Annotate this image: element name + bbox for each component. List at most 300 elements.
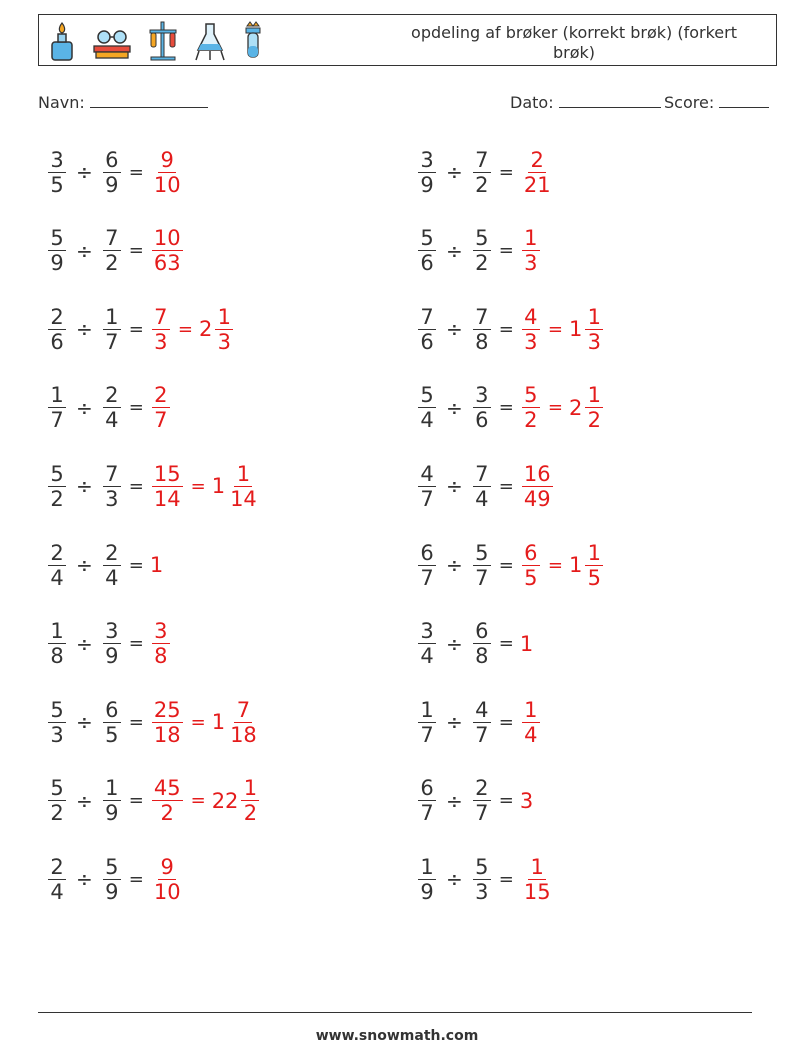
numerator: 1	[585, 305, 603, 330]
divide-sign: ÷	[446, 317, 463, 342]
answer-fraction	[152, 619, 170, 668]
numerator: 5	[48, 698, 66, 723]
equals-sign: =	[498, 397, 514, 419]
numerator: 1	[48, 619, 66, 644]
divide-sign: ÷	[76, 317, 93, 342]
denominator: 2	[524, 408, 538, 433]
divide-sign: ÷	[446, 395, 463, 420]
answer	[150, 462, 261, 511]
denominator: 7	[475, 722, 489, 747]
denominator: 4	[524, 722, 538, 747]
divisor-fraction	[473, 855, 491, 904]
test-tubes-icon	[147, 20, 179, 62]
divisor-fraction	[473, 383, 491, 432]
denominator: 3	[475, 879, 489, 904]
divisor-fraction	[103, 226, 121, 275]
dividend-fraction	[48, 776, 66, 825]
numerator: 4	[418, 462, 436, 487]
answer	[520, 383, 605, 432]
denominator: 18	[153, 722, 181, 747]
numerator: 1	[103, 305, 121, 330]
answer-fraction	[152, 148, 183, 197]
numerator: 6	[103, 148, 121, 173]
numerator: 2	[528, 148, 546, 173]
denominator: 15	[523, 879, 551, 904]
denominator: 7	[154, 408, 168, 433]
denominator: 6	[475, 408, 489, 433]
numerator: 5	[48, 226, 66, 251]
denominator: 3	[50, 722, 64, 747]
answer-fraction	[522, 698, 540, 747]
numerator: 2	[103, 541, 121, 566]
problem-19	[46, 849, 185, 909]
icon-strip	[47, 19, 265, 63]
numerator: 1	[528, 855, 546, 880]
problem-1	[46, 142, 185, 202]
numerator: 2	[473, 776, 491, 801]
date-label: Dato:	[510, 93, 554, 112]
numerator: 5	[418, 226, 436, 251]
date-blank[interactable]	[559, 93, 661, 108]
equals-sign: =	[547, 318, 563, 340]
denominator: 9	[105, 879, 119, 904]
mixed-fraction	[585, 305, 603, 354]
problem-3	[46, 221, 185, 281]
denominator: 10	[153, 879, 181, 904]
answer-fraction	[522, 305, 540, 354]
divisor-fraction	[473, 541, 491, 590]
denominator: 2	[160, 801, 174, 826]
equals-sign: =	[128, 554, 144, 576]
problem-14	[416, 614, 534, 674]
equals-sign: =	[547, 397, 563, 419]
numerator: 2	[48, 855, 66, 880]
divide-sign: ÷	[76, 160, 93, 184]
answer	[150, 698, 261, 747]
denominator: 7	[420, 801, 434, 826]
equals-sign: =	[498, 161, 514, 183]
denominator: 7	[475, 801, 489, 826]
denominator: 2	[50, 486, 64, 511]
denominator: 7	[420, 722, 434, 747]
numerator: 5	[473, 855, 491, 880]
numerator: 9	[158, 855, 176, 880]
numerator: 2	[48, 305, 66, 330]
divide-sign: ÷	[446, 160, 463, 184]
divide-sign: ÷	[76, 238, 93, 263]
divisor-fraction	[473, 148, 491, 197]
numerator: 1	[234, 462, 252, 487]
denominator: 2	[105, 251, 119, 276]
divisor-fraction	[103, 619, 121, 668]
numerator: 7	[473, 305, 491, 330]
numerator: 1	[522, 226, 540, 251]
answer	[520, 305, 605, 354]
dividend-fraction	[48, 305, 66, 354]
numerator: 6	[418, 541, 436, 566]
divide-sign: ÷	[446, 788, 463, 813]
equals-sign: =	[190, 475, 206, 497]
problem-13	[46, 614, 172, 674]
dividend-fraction	[418, 462, 436, 511]
denominator: 3	[217, 329, 232, 354]
mixed-whole: 1	[568, 317, 583, 342]
answer-fraction	[152, 855, 183, 904]
vial-icon	[241, 20, 265, 62]
denominator: 4	[420, 644, 434, 669]
divisor-fraction	[473, 462, 491, 511]
dividend-fraction	[418, 148, 436, 197]
problem-6	[416, 299, 605, 359]
equals-sign: =	[498, 318, 514, 340]
numerator: 6	[103, 698, 121, 723]
denominator: 7	[420, 486, 434, 511]
numerator: 5	[473, 226, 491, 251]
denominator: 5	[587, 565, 602, 590]
equals-sign: =	[128, 240, 144, 262]
name-label: Navn:	[38, 93, 85, 112]
numerator: 1	[418, 855, 436, 880]
denominator: 6	[420, 251, 434, 276]
numerator: 4	[522, 305, 540, 330]
numerator: 3	[418, 148, 436, 173]
divide-sign: ÷	[76, 631, 93, 656]
denominator: 5	[50, 172, 64, 197]
denominator: 4	[50, 879, 64, 904]
divide-sign: ÷	[446, 238, 463, 263]
dividend-fraction	[418, 226, 436, 275]
problem-20	[416, 849, 555, 909]
numerator: 5	[48, 776, 66, 801]
answer-fraction	[152, 305, 170, 354]
mixed-whole: 1	[211, 474, 226, 499]
mixed-whole: 2	[198, 317, 213, 342]
denominator: 8	[475, 644, 489, 669]
equals-sign: =	[190, 711, 206, 733]
dividend-fraction	[48, 541, 66, 590]
answer-whole: 3	[519, 788, 534, 813]
numerator: 25	[153, 697, 181, 722]
problem-15	[46, 692, 261, 752]
numerator: 10	[153, 226, 181, 251]
denominator: 8	[154, 644, 168, 669]
equals-sign: =	[128, 711, 144, 733]
denominator: 2	[475, 172, 489, 197]
denominator: 3	[154, 329, 168, 354]
numerator: 3	[473, 383, 491, 408]
numerator: 1	[215, 305, 233, 330]
mixed-whole: 1	[568, 553, 583, 577]
equals-sign: =	[128, 868, 144, 890]
equals-sign: =	[128, 397, 144, 419]
numerator: 6	[473, 619, 491, 644]
divisor-fraction	[103, 776, 121, 825]
numerator: 6	[522, 541, 540, 566]
equals-sign: =	[498, 790, 514, 812]
answer	[520, 462, 555, 511]
worksheet-title: opdeling af brøker (korrekt brøk) (forkert brøk)	[411, 23, 737, 62]
answer	[150, 619, 172, 668]
answer	[520, 855, 555, 904]
numerator: 3	[418, 619, 436, 644]
divide-sign: ÷	[446, 553, 463, 577]
divide-sign: ÷	[76, 395, 93, 420]
equals-sign: =	[128, 790, 144, 812]
numerator: 1	[48, 383, 66, 408]
numerator: 7	[103, 462, 121, 487]
numerator: 5	[418, 383, 436, 408]
answer-fraction	[152, 383, 170, 432]
score-label: Score:	[664, 93, 715, 112]
answer	[150, 226, 185, 275]
denominator: 2	[587, 408, 602, 433]
divisor-fraction	[103, 855, 121, 904]
denominator: 8	[50, 644, 64, 669]
numerator: 9	[158, 148, 176, 173]
numerator: 3	[103, 619, 121, 644]
mixed-fraction	[241, 776, 259, 825]
denominator: 3	[105, 486, 119, 511]
numerator: 1	[241, 776, 259, 801]
denominator: 9	[105, 644, 119, 669]
score-blank[interactable]	[719, 93, 769, 108]
divisor-fraction	[473, 226, 491, 275]
equals-sign: =	[128, 318, 144, 340]
denominator: 63	[153, 251, 181, 276]
dividend-fraction	[48, 148, 66, 197]
problem-12	[416, 535, 605, 595]
dividend-fraction	[48, 383, 66, 432]
numerator: 2	[103, 383, 121, 408]
numerator: 1	[522, 698, 540, 723]
answer-fraction	[522, 462, 553, 511]
equals-sign: =	[547, 554, 563, 576]
dividend-fraction	[48, 462, 66, 511]
mixed-fraction	[228, 698, 259, 747]
answer-whole: 1	[519, 631, 534, 656]
footer-url: www.snowmath.com	[315, 1028, 479, 1044]
equals-sign: =	[498, 711, 514, 733]
problem-9	[46, 456, 261, 516]
name-blank[interactable]	[90, 93, 208, 108]
answer	[150, 776, 262, 825]
equals-sign: =	[498, 475, 514, 497]
answer-fraction	[152, 776, 183, 825]
numerator: 7	[473, 148, 491, 173]
denominator: 4	[50, 565, 64, 590]
divisor-fraction	[103, 462, 121, 511]
denominator: 9	[105, 172, 119, 197]
answer	[520, 698, 542, 747]
answer	[520, 632, 534, 656]
answer	[520, 226, 542, 275]
numerator: 7	[234, 698, 252, 723]
numerator: 2	[48, 541, 66, 566]
dividend-fraction	[418, 619, 436, 668]
dividend-fraction	[418, 305, 436, 354]
equals-sign: =	[128, 161, 144, 183]
goggles-books-icon	[91, 20, 133, 62]
numerator: 5	[522, 383, 540, 408]
divisor-fraction	[103, 305, 121, 354]
equals-sign: =	[498, 240, 514, 262]
answer	[150, 383, 172, 432]
denominator: 21	[523, 172, 551, 197]
numerator: 16	[523, 461, 551, 486]
numerator: 45	[153, 776, 181, 801]
mixed-whole: 1	[211, 710, 226, 735]
denominator: 14	[153, 486, 181, 511]
divide-sign: ÷	[76, 474, 93, 499]
divide-sign: ÷	[76, 710, 93, 735]
dividend-fraction	[418, 383, 436, 432]
denominator: 5	[105, 722, 119, 747]
answer-fraction	[522, 855, 553, 904]
numerator: 3	[48, 148, 66, 173]
numerator: 7	[473, 462, 491, 487]
denominator: 7	[475, 565, 489, 590]
equals-sign: =	[498, 868, 514, 890]
denominator: 3	[524, 251, 538, 276]
divide-sign: ÷	[446, 710, 463, 735]
name-field	[38, 93, 208, 112]
denominator: 18	[230, 722, 257, 747]
equals-sign: =	[177, 318, 193, 340]
equals-sign: =	[498, 633, 514, 655]
problem-5	[46, 299, 235, 359]
denominator: 4	[475, 486, 489, 511]
divisor-fraction	[103, 383, 121, 432]
answer	[520, 789, 534, 813]
divisor-fraction	[103, 148, 121, 197]
divide-sign: ÷	[446, 474, 463, 499]
answer-fraction	[522, 226, 540, 275]
numerator: 3	[152, 619, 170, 644]
divisor-fraction	[473, 776, 491, 825]
footer-divider	[38, 1012, 752, 1013]
answer	[520, 541, 605, 590]
answer-fraction	[522, 148, 553, 197]
numerator: 5	[48, 462, 66, 487]
divisor-fraction	[473, 698, 491, 747]
dividend-fraction	[48, 855, 66, 904]
answer	[150, 148, 185, 197]
mixed-fraction	[215, 305, 233, 354]
denominator: 9	[420, 172, 434, 197]
mixed-fraction	[585, 383, 603, 432]
divide-sign: ÷	[446, 867, 463, 892]
problem-16	[416, 692, 542, 752]
answer-fraction	[152, 226, 183, 275]
divisor-fraction	[473, 619, 491, 668]
divisor-fraction	[103, 698, 121, 747]
numerator: 2	[152, 383, 170, 408]
denominator: 2	[243, 801, 258, 826]
problem-18	[416, 771, 534, 831]
denominator: 5	[524, 565, 538, 590]
mixed-fraction	[228, 462, 259, 511]
dividend-fraction	[48, 619, 66, 668]
answer-fraction	[152, 698, 183, 747]
score-field	[664, 93, 769, 112]
denominator: 14	[230, 486, 257, 511]
problem-7	[46, 378, 172, 438]
denominator: 3	[587, 329, 602, 354]
denominator: 7	[50, 408, 64, 433]
denominator: 7	[105, 329, 119, 354]
dividend-fraction	[418, 776, 436, 825]
mixed-fraction	[585, 541, 603, 590]
mixed-whole: 22	[211, 788, 239, 813]
equals-sign: =	[190, 790, 206, 812]
denominator: 4	[105, 565, 119, 590]
bunsen-burner-icon	[47, 20, 77, 62]
denominator: 10	[153, 172, 181, 197]
divide-sign: ÷	[76, 867, 93, 892]
divide-sign: ÷	[76, 553, 93, 577]
numerator: 7	[103, 226, 121, 251]
denominator: 6	[50, 329, 64, 354]
problem-2	[416, 142, 555, 202]
dividend-fraction	[48, 698, 66, 747]
dividend-fraction	[418, 698, 436, 747]
flask-stand-icon	[193, 20, 227, 62]
denominator: 2	[475, 251, 489, 276]
divisor-fraction	[103, 541, 121, 590]
dividend-fraction	[418, 855, 436, 904]
date-field	[510, 93, 661, 112]
answer-fraction	[522, 383, 540, 432]
numerator: 6	[418, 776, 436, 801]
answer-fraction	[522, 541, 540, 590]
numerator: 15	[153, 461, 181, 486]
answer-whole: 1	[149, 553, 164, 577]
problem-10	[416, 456, 555, 516]
denominator: 9	[50, 251, 64, 276]
divisor-fraction	[473, 305, 491, 354]
numerator: 1	[585, 383, 603, 408]
numerator: 1	[585, 541, 603, 566]
header-box	[38, 14, 777, 66]
numerator: 5	[473, 541, 491, 566]
problem-8	[416, 378, 605, 438]
denominator: 4	[420, 408, 434, 433]
denominator: 4	[105, 408, 119, 433]
denominator: 9	[105, 801, 119, 826]
answer	[150, 855, 185, 904]
answer	[150, 553, 164, 577]
equals-sign: =	[498, 554, 514, 576]
denominator: 8	[475, 329, 489, 354]
denominator: 9	[420, 879, 434, 904]
answer	[150, 305, 235, 354]
problem-11	[46, 535, 164, 595]
answer-fraction	[152, 462, 183, 511]
denominator: 49	[523, 486, 551, 511]
numerator: 7	[418, 305, 436, 330]
numerator: 5	[103, 855, 121, 880]
problem-17	[46, 771, 261, 831]
denominator: 3	[524, 329, 538, 354]
denominator: 7	[420, 565, 434, 590]
numerator: 1	[103, 776, 121, 801]
denominator: 6	[420, 329, 434, 354]
denominator: 2	[50, 801, 64, 826]
divide-sign: ÷	[446, 631, 463, 656]
answer	[520, 148, 555, 197]
numerator: 1	[418, 698, 436, 723]
numerator: 4	[473, 698, 491, 723]
